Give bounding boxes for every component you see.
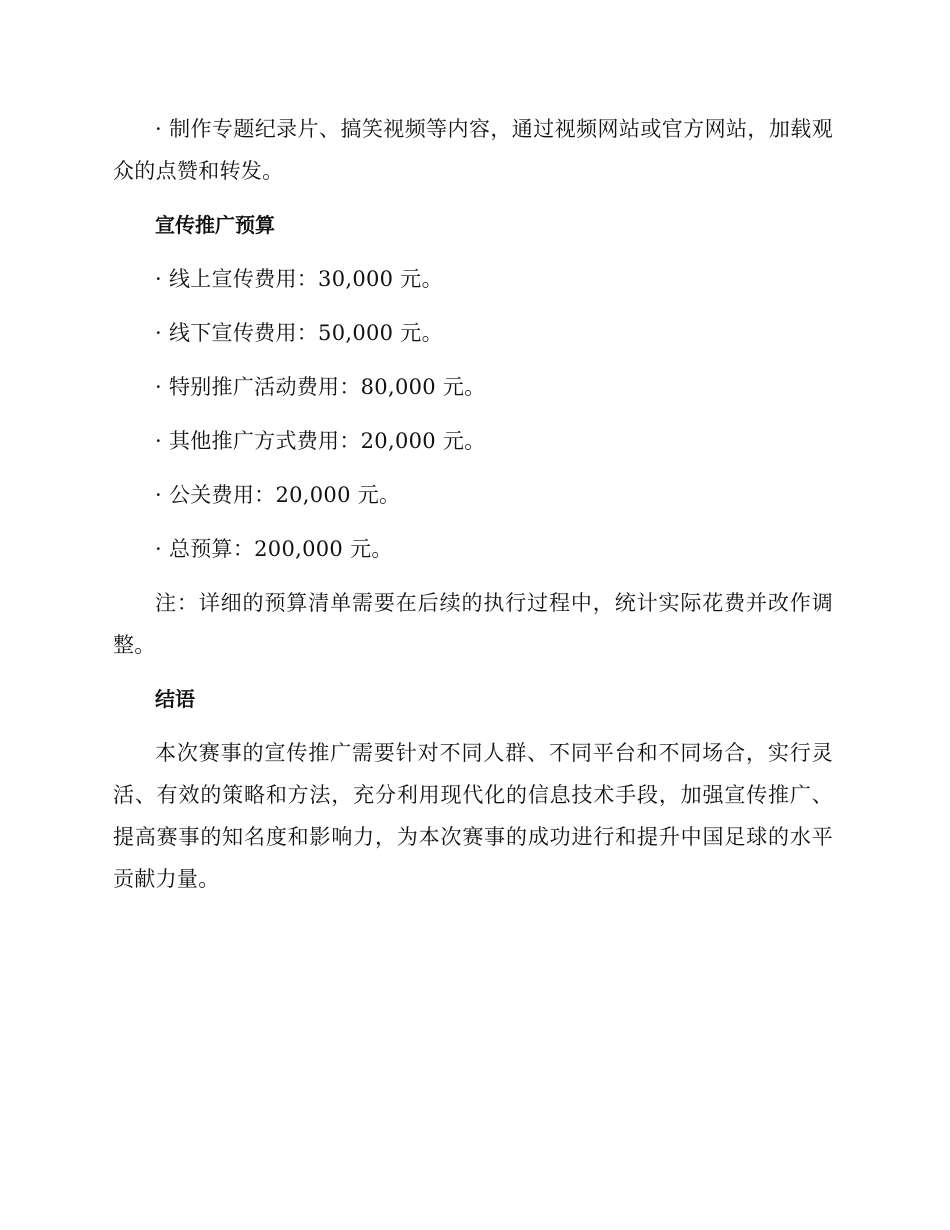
document-page (113, 108, 833, 900)
budget-item-pr: · 公关费用：20,000 元。 (155, 483, 401, 507)
budget-section-heading: 宣传推广预算 (155, 213, 275, 237)
budget-note-paragraph: 注：详细的预算清单需要在后续的执行过程中，统计实际花费并改作调整。 (113, 591, 833, 657)
budget-item-other: · 其他推广方式费用：20,000 元。 (155, 429, 486, 453)
budget-item-offline: · 线下宣传费用：50,000 元。 (155, 321, 443, 345)
conclusion-paragraph: 本次赛事的宣传推广需要针对不同人群、不同平台和不同场合，实行灵活、有效的策略和方法，充分利用现代化的信息技术手段，加强宣传推广、提高赛事的知名度和影响力，为本次赛事的成功进行和提升中国足球的水平贡献力量。 (113, 741, 833, 891)
budget-item-online: · 线上宣传费用：30,000 元。 (155, 267, 443, 291)
budget-item-total: · 总预算：200,000 元。 (155, 537, 393, 561)
budget-item-special: · 特别推广活动费用：80,000 元。 (155, 375, 486, 399)
intro-bullet-paragraph: · 制作专题纪录片、搞笑视频等内容，通过视频网站或官方网站，加载观众的点赞和转发。 (113, 117, 833, 183)
conclusion-heading: 结语 (155, 687, 195, 711)
